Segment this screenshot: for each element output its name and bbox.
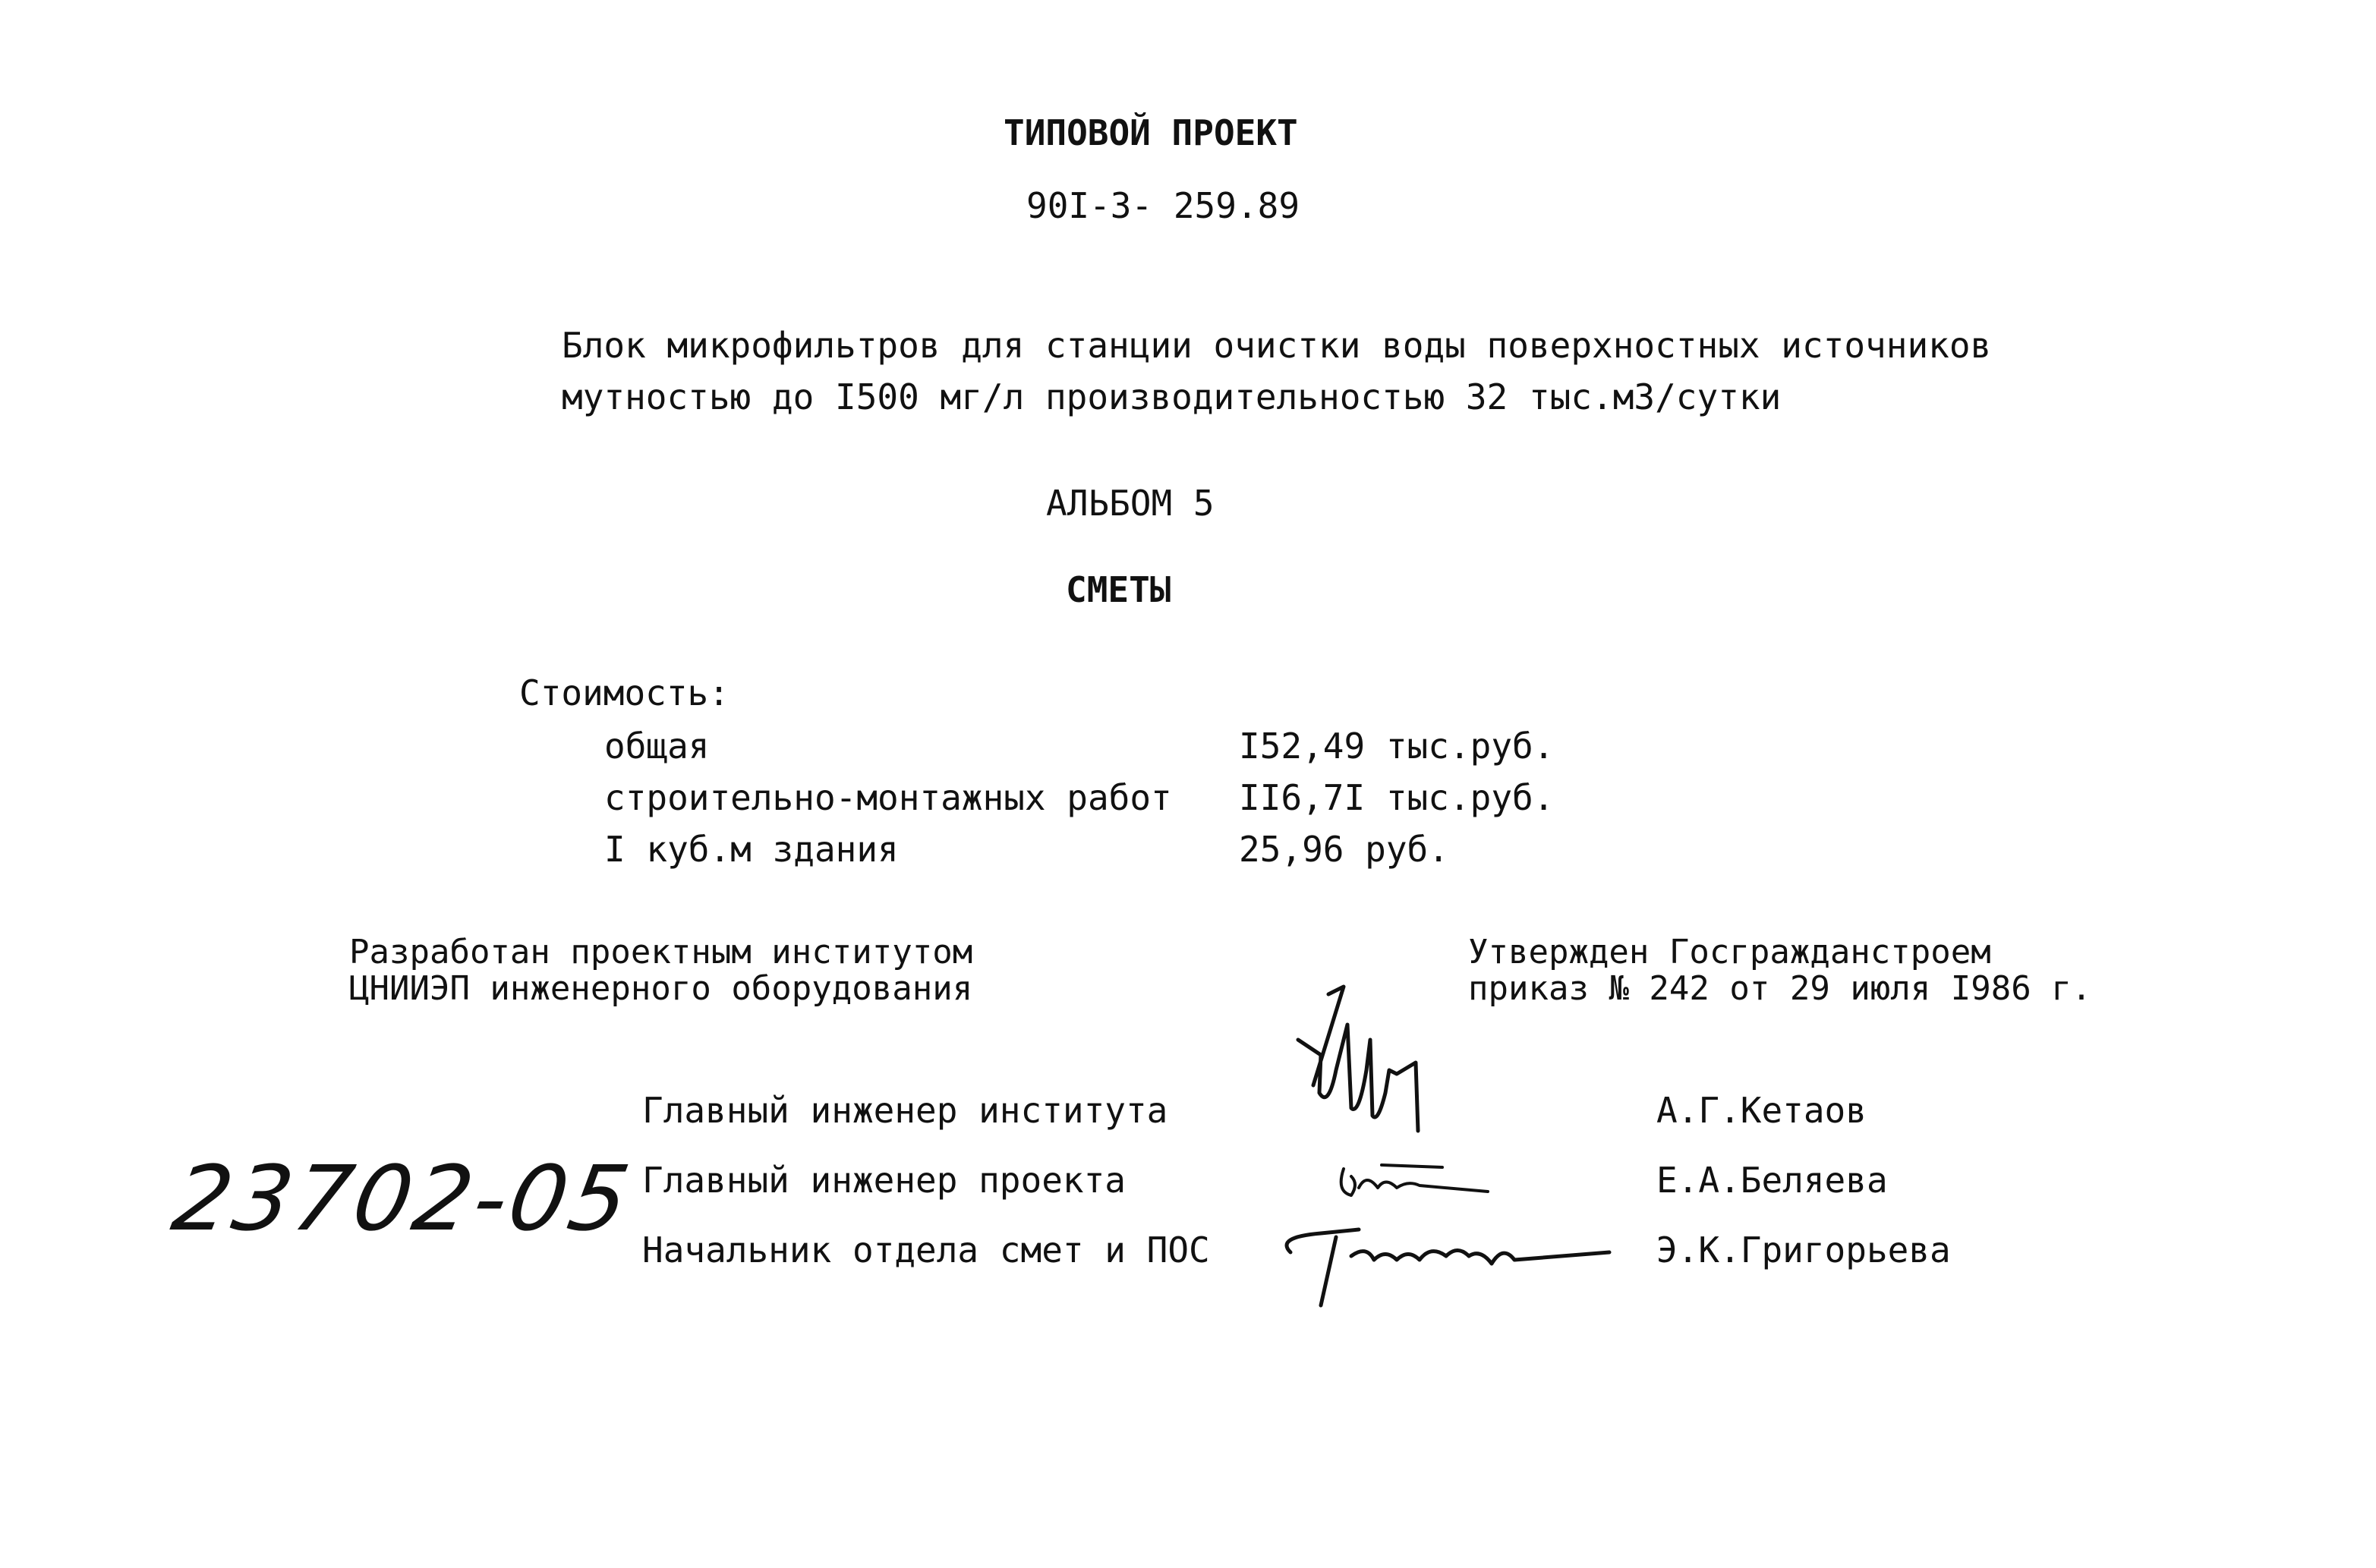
section-title: СМЕТЫ <box>1066 569 1171 610</box>
cost-value-per-cubic-meter: 25,96 руб. <box>1239 829 1449 870</box>
signatory-role-chief-engineer-project: Главный инженер проекта <box>642 1160 1126 1201</box>
project-number: 90I-3- 259.89 <box>1026 185 1300 226</box>
signature-1 <box>1283 979 1450 1161</box>
signatory-role-estimates-head: Начальник отдела смет и ПОС <box>642 1230 1210 1270</box>
approval-line-1: Утвержден Госгражданстроем <box>1468 933 1991 971</box>
document-title: ТИПОВОЙ ПРОЕКТ <box>1004 112 1298 153</box>
cost-heading: Стоимость: <box>519 672 730 713</box>
description-line-1: Блок микрофильтров для станции очистки воды поверхностных источников <box>562 325 1992 366</box>
developer-line-2: ЦНИИЭП инженерного оборудования <box>349 969 973 1008</box>
cost-label-total: общая <box>604 726 710 767</box>
album-label: АЛЬБОМ 5 <box>1046 483 1215 524</box>
description-line-2: мутностью до I500 мг/л производительностью 32 тыс.м3/сутки <box>562 376 1782 417</box>
signatory-name-estimates-head: Э.К.Григорьева <box>1656 1230 1951 1270</box>
cost-value-construction: II6,7I тыс.руб. <box>1239 777 1555 818</box>
developer-line-1: Разработан проектным институтом <box>349 933 973 971</box>
cost-label-construction: строительно-монтажных работ <box>604 777 1172 818</box>
cost-label-per-cubic-meter: I куб.м здания <box>604 829 899 870</box>
cost-value-total: I52,49 тыс.руб. <box>1239 726 1555 767</box>
signature-2 <box>1336 1154 1495 1207</box>
approval-line-2: приказ № 242 от 29 июля I986 г. <box>1468 969 2092 1008</box>
signatory-name-chief-engineer-institute: А.Г.Кетаов <box>1656 1090 1867 1131</box>
registration-stamp-number: 23702-05 <box>165 1146 640 1251</box>
signature-3 <box>1275 1214 1624 1313</box>
signatory-name-chief-engineer-project: Е.А.Беляева <box>1656 1160 1888 1201</box>
signatory-role-chief-engineer-institute: Главный инженер института <box>642 1090 1168 1131</box>
